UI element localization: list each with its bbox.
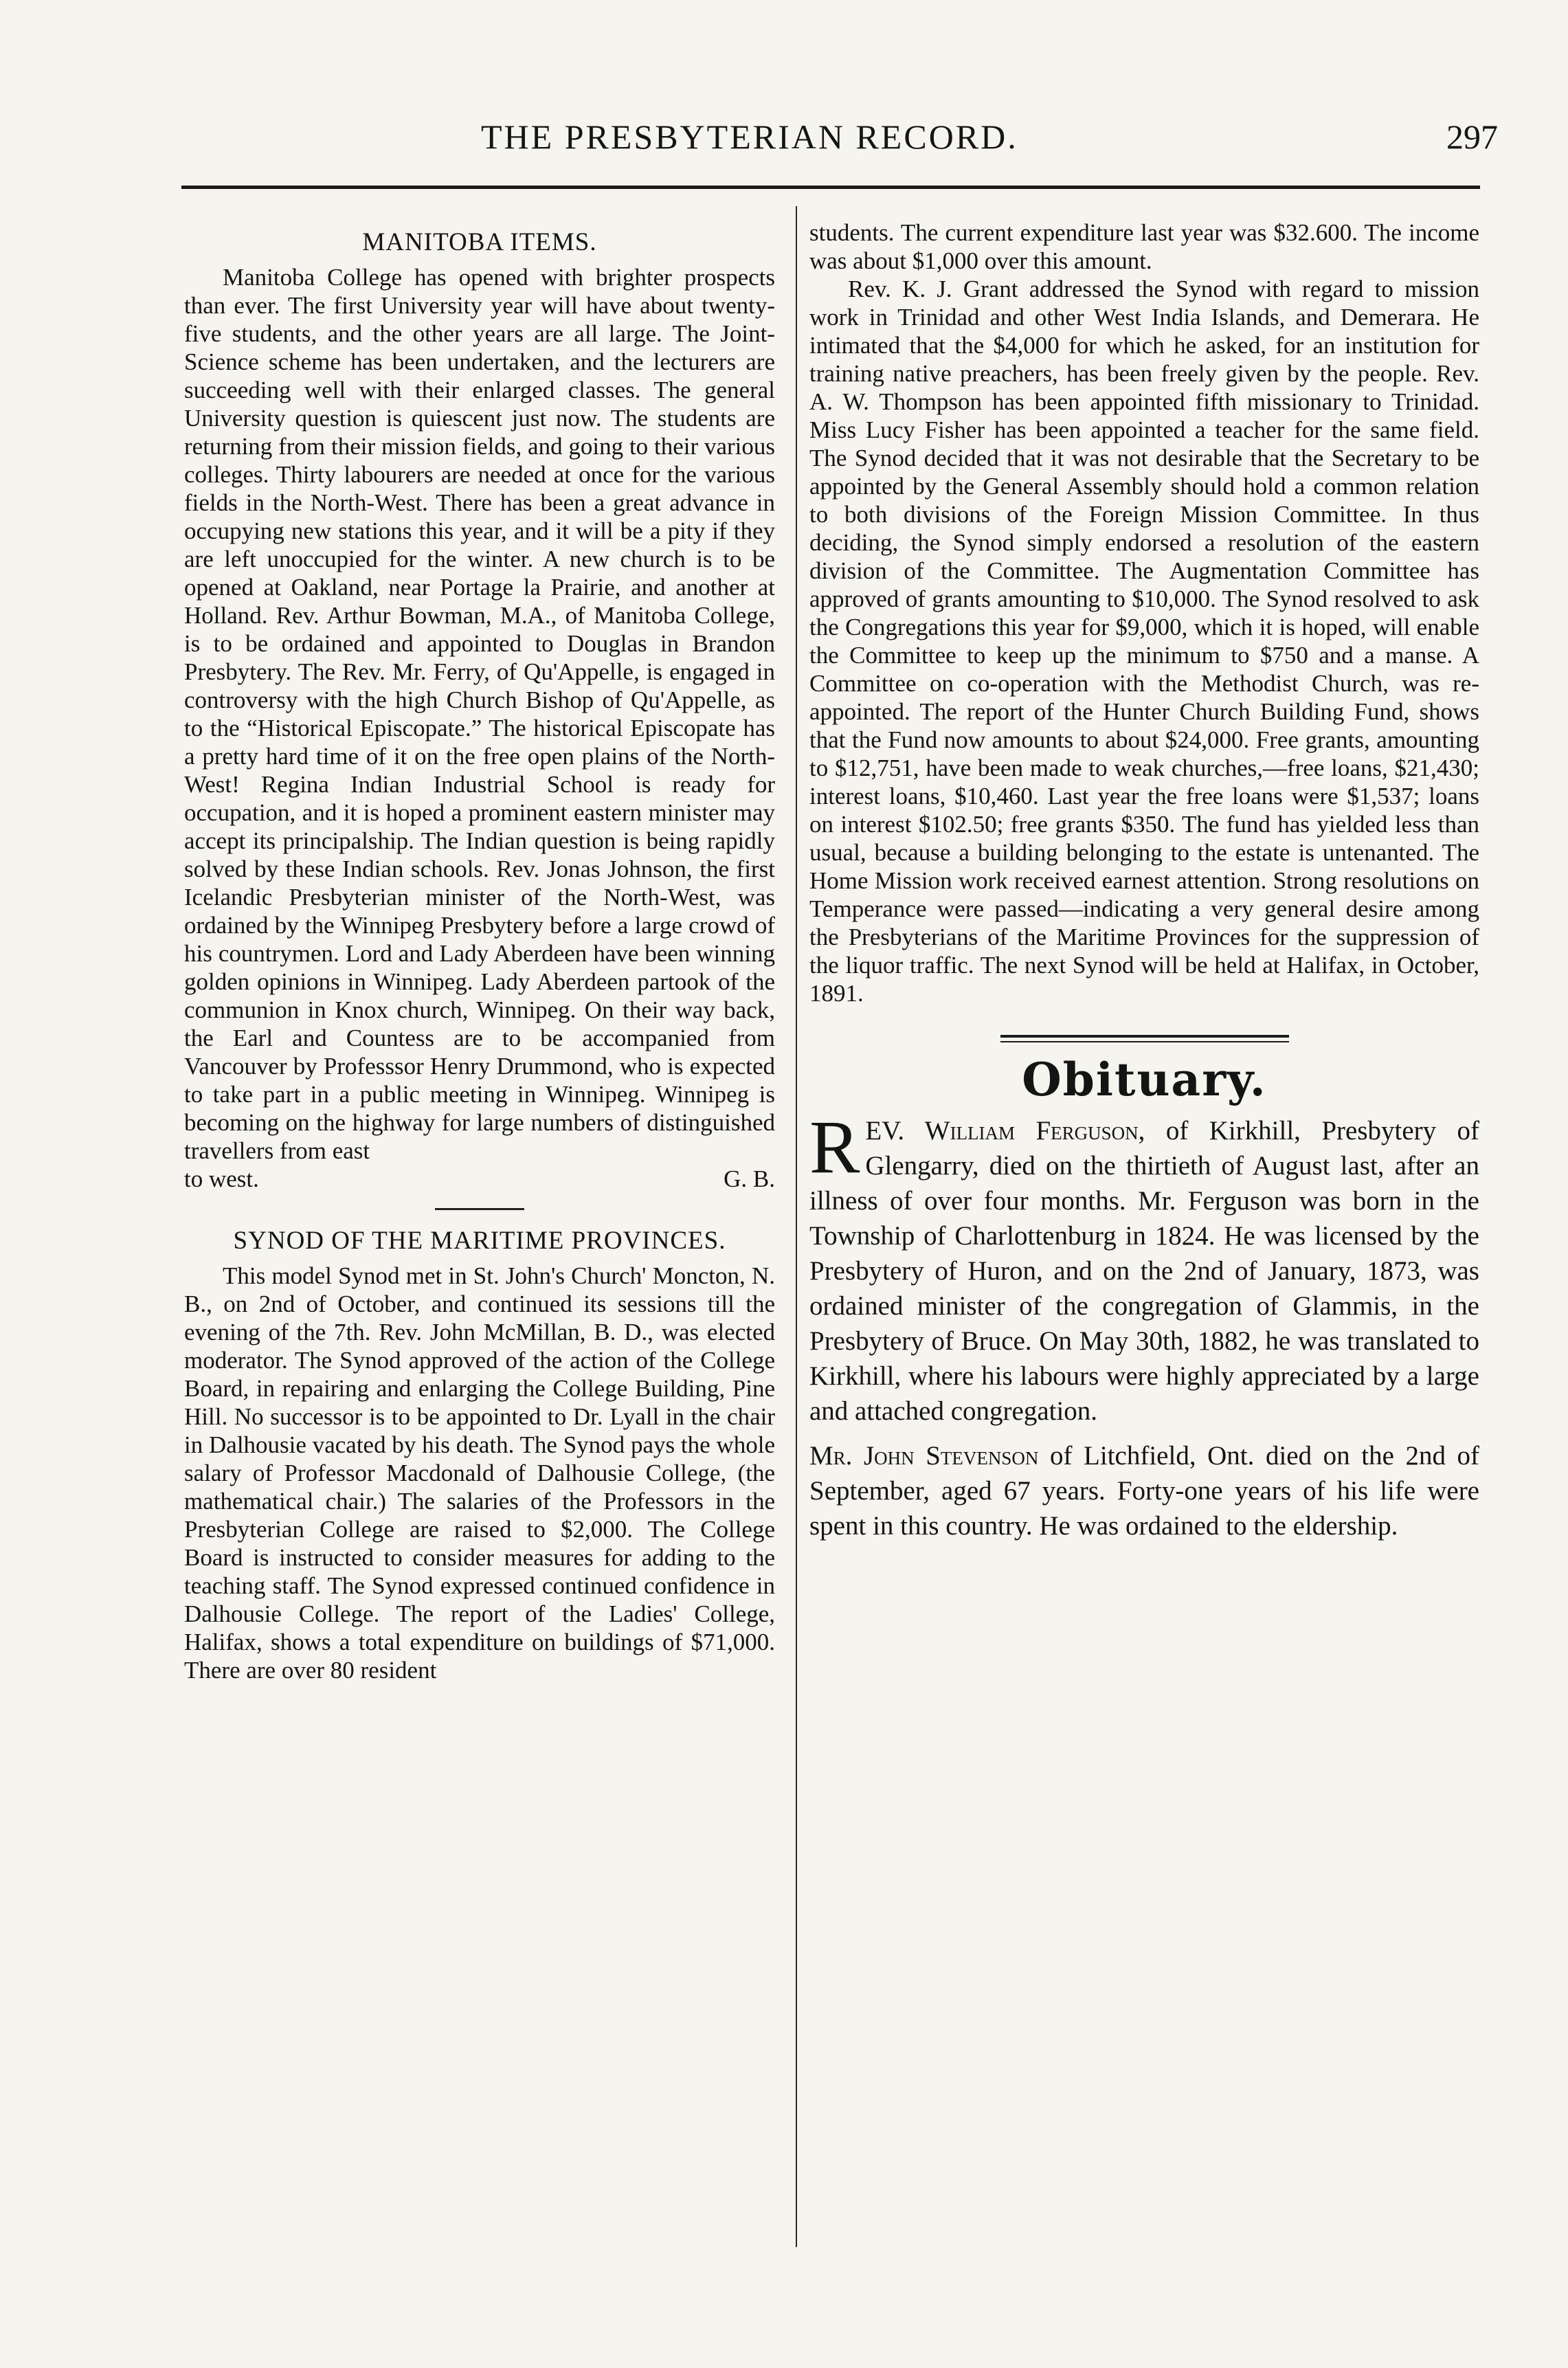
- page-number: 297: [1446, 118, 1498, 156]
- column-divider: [796, 206, 797, 2247]
- synod-heading: SYNOD OF THE MARITIME PROVINCES.: [233, 1227, 726, 1255]
- obituary-stevenson-text: of Litchfield, Ont. died on the 2nd of September, aged 67 years. Forty-one years of his life were spent in this country. He was ordained to the eldership.: [809, 1441, 1479, 1541]
- header-rule: [181, 186, 1480, 189]
- page-header: [0, 117, 1568, 172]
- left-column: [184, 219, 775, 1684]
- publication-title: THE PRESBYTERIAN RECORD.: [481, 118, 1018, 156]
- obituary-heading: Obituary.: [1022, 1053, 1267, 1106]
- manitoba-signature: G. B.: [724, 1165, 775, 1192]
- obituary-ferguson-lead: EV. William Ferguson,: [865, 1116, 1145, 1146]
- obituary-stevenson-lead: Mr. John Stevenson: [809, 1441, 1039, 1471]
- drop-cap: R: [809, 1105, 860, 1189]
- manitoba-signoff: [184, 1165, 775, 1193]
- right-column: [809, 219, 1479, 1553]
- synod-paragraph: This model Synod met in St. John's Church' Moncton, N. B., on 2nd of October, and continued its sessions till the evening of the 7th. Rev. John McMillan, B. D., was elected moderator. The Synod approved of the action of the College Board, in repairing and enlarging the College Building, Pine Hill. No successor is to be appointed to Dr. Lyall in the chair in Dalhousie vacated by his death. The Synod pays the whole salary of Professor Macdonald of Dalhousie College, (the mathematical chair.) The salaries of the Professors in the Presbyterian College are raised to $2,000. The College Board is instructed to consider measures for adding to the teaching staff. The Synod expressed continued confidence in Dalhousie College. The report of the Ladies' College, Halifax, shows a total expenditure on buildings of $71,000. There are over 80 resident: [184, 1262, 775, 1684]
- manitoba-heading: MANITOBA ITEMS.: [362, 228, 597, 256]
- manitoba-paragraph: Manitoba College has opened with brighter prospects than ever. The first University year will have about twenty-five students, and the other years are all large. The Joint-Science scheme has been undertaken, and the lecturers are succeeding well with their enlarged classes. The general University question is quiescent just now. The students are returning from their mission fields, and going to their various colleges. Thirty labourers are needed at once for the various fields in the North-West. There has been a great advance in occupying new stations this year, and it will be a pity if they are left unoccupied for the winter. A new church is to be opened at Oakland, near Portage la Prairie, and another at Holland. Rev. Arthur Bowman, M.A., of Manitoba College, is to be ordained and appointed to Douglas in Brandon Presbytery. The Rev. Mr. Ferry, of Qu'Appelle, is engaged in controversy with the high Church Bishop of Qu'Appelle, as to the “Historical Episcopate.” The historical Episcopate has a pretty hard time of it on the free open plains of the North-West! Regina Indian Industrial School is ready for occupation, and it is hoped a prominent eastern minister may accept its principalship. The Indian question is being rapidly solved by these Indian schools. Rev. Jonas Johnson, the first Icelandic Presbyterian minister of the North-West, was ordained by the Winnipeg Presbytery before a large crowd of his countrymen. Lord and Lady Aberdeen have been winning golden opinions in Winnipeg. Lady Aberdeen partook of the communion in Knox church, Winnipeg. On their way back, the Earl and Countess are to be accompanied from Vancouver by Professsor Henry Drummond, who is expected to take part in a public meeting in Winnipeg. Winnipeg is becoming on the highway for large numbers of distinguished travellers from east: [184, 264, 775, 1164]
- obituary-ferguson: [809, 1105, 1480, 1429]
- section-divider: [435, 1208, 524, 1210]
- manitoba-last-words: to west.: [184, 1165, 259, 1192]
- obituary-stevenson: [809, 1438, 1479, 1543]
- obituary-ferguson-text: of Kirkhill, Presbytery of Glengarry, died on the thirtieth of August last, after an illness of over four months. Mr. Ferguson was born in the Township of Charlottenburg in 1824. He was licensed by the Presbytery of Huron, and on the 2nd of January, 1873, was ordained minister of the congregation of Glammis, in the Presbytery of Bruce. On May 30th, 1882, he was translated to Kirkhill, where his labours were highly appreciated by a large and attached congregation.: [809, 1116, 1480, 1426]
- synod-continued-paragraph: students. The current expenditure last year was $32.600. The income was about $1,000 over this amount.: [809, 219, 1479, 274]
- obituary-ornament-rule: [1000, 1035, 1289, 1042]
- synod-mission-paragraph: Rev. K. J. Grant addressed the Synod with regard to mission work in Trinidad and other West India Islands, and Demerara. He intimated that the $4,000 for which he asked, for an institution for training native preachers, has been freely given by the people. Rev. A. W. Thompson has been appointed fifth missionary to Trinidad. Miss Lucy Fisher has been appointed a teacher for the same field. The Synod decided that it was not desirable that the Secretary to be appointed by the General Assembly should hold a common relation to both divisions of the Foreign Mission Committee. In thus deciding, the Synod simply endorsed a resolution of the eastern division of the Committee. The Augmentation Committee has approved of grants amounting to $10,000. The Synod resolved to ask the Congregations this year for $9,000, which it is hoped, will enable the Committee to keep up the minimum to $750 and a manse. A Committee on co-operation with the Methodist Church, was re-appointed. The report of the Hunter Church Building Fund, shows that the Fund now amounts to about $24,000. Free grants, amounting to $12,751, have been made to weak churches,—free loans, $21,430; interest loans, $10,460. Last year the free loans were $1,537; loans on interest $102.50; free grants $350. The fund has yielded less than usual, because a building belonging to the estate is untenanted. The Home Mission work received earnest attention. Strong resolutions on Temperance were passed—indicating a very general desire among the Presbyterians of the Maritime Provinces for the suppression of the liquor traffic. The next Synod will be held at Halifax, in October, 1891.: [809, 276, 1479, 1007]
- obituary-section: [809, 1105, 1480, 1543]
